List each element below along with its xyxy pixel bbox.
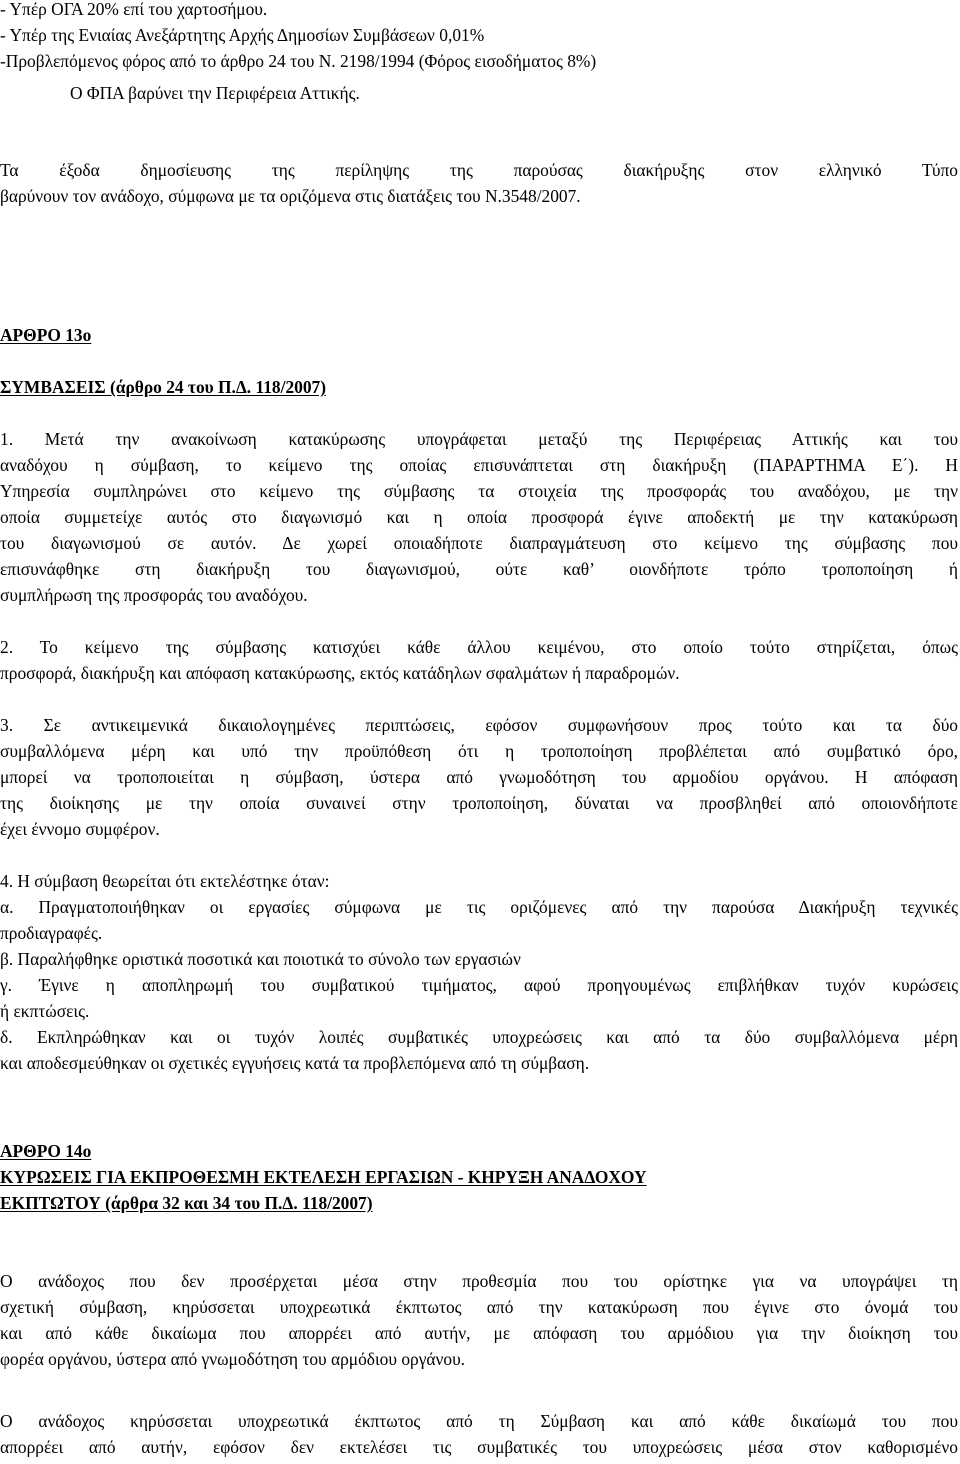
article-14-p1-line: σχετική σύμβαση, κηρύσσεται υποχρεωτικά έκπτωτος από την κατακύρωση που έγινε στο όνομά του <box>0 1297 958 1317</box>
article-14-p1-line: Ο ανάδοχος που δεν προσέρχεται μέσα στην προθεσμία που του ορίστηκε για να υπογράψει τη <box>0 1271 958 1291</box>
article-13-p3-line: συμβαλλόμενα μέρη και υπό την προϋπόθεση ότι η τροποποίηση προβλέπεται από συμβατικό όρο, <box>0 741 958 761</box>
article-13-p4-item: δ. Εκπληρώθηκαν και οι τυχόν λοιπές συμβατικές υποχρεώσεις και από τα δύο συμβαλλόμενα μέρη <box>0 1027 958 1047</box>
tax-line: -Προβλεπόμενος φόρος από το άρθρο 24 του Ν. 2198/1994 (Φόρος εισοδήματος 8%) <box>0 51 597 71</box>
article-14-title: ΑΡΘΡΟ 14ο <box>0 1141 92 1161</box>
article-13-p2-line: προσφορά, διακήρυξη και απόφαση κατακύρωσης, εκτός κατάδηλων σφαλμάτων ή παραδρομών. <box>0 663 680 683</box>
article-13-p1-line: συμπλήρωση της προσφοράς του αναδόχου. <box>0 585 308 605</box>
publication-line: Τα έξοδα δημοσίευσης της περίληψης της παρούσας διακήρυξης στον ελληνικό Τύπο <box>0 160 958 180</box>
article-13-p3-line: έχει έννομο συμφέρον. <box>0 819 160 839</box>
article-13-p4-item: προδιαγραφές. <box>0 923 103 943</box>
article-14-subtitle: ΕΚΠΤΩΤΟΥ (άρθρα 32 και 34 του Π.Δ. 118/2007) <box>0 1193 373 1213</box>
article-13-p1-line: του διαγωνισμού σε αυτόν. Δε χωρεί οποιαδήποτε διαπραγμάτευση στο κείμενο της σύμβασης που <box>0 533 958 553</box>
article-13-p1-line: 1. Μετά την ανακοίνωση κατακύρωσης υπογράφεται μεταξύ της Περιφέρειας Αττικής και του <box>0 429 958 449</box>
article-14-p1-line: φορέα οργάνου, ύστερα από γνωμοδότηση του αρμόδιου οργάνου. <box>0 1349 466 1369</box>
article-13-p3-line: της διοίκησης με την οποία συναινεί στην τροποποίηση, δύναται να προσβληθεί από οποιονδήποτε <box>0 793 958 813</box>
article-13-p2-line: 2. Το κείμενο της σύμβασης κατισχύει κάθε άλλου κειμένου, στο οποίο τούτο στηρίζεται, όπως <box>0 637 958 657</box>
article-14-p1-line: και από κάθε δικαίωμα που απορρέει από αυτήν, με απόφαση του αρμόδιου για την διοίκηση του <box>0 1323 958 1343</box>
article-13-p1-line: επισυνάφθηκε στη διακήρυξη του διαγωνισμού, ούτε καθ’ οιονδήποτε τρόπο τροποποίηση ή <box>0 559 958 579</box>
article-13-p3-line: 3. Σε αντικειμενικά δικαιολογημένες περιπτώσεις, εφόσον συμφωνήσουν προς τούτο και τα δύο <box>0 715 958 735</box>
article-13-p1-line: Υπηρεσία συμπληρώνει στο κείμενο της σύμβασης τα στοιχεία της προσφοράς του αναδόχου, με την <box>0 481 958 501</box>
article-14-p2-line: απορρέει από αυτήν, εφόσον δεν εκτελέσει τις συμβατικές του υποχρεώσεις μέσα στον καθορισμένο <box>0 1437 958 1457</box>
article-13-p4-item: και αποδεσμεύθηκαν οι σχετικές εγγυήσεις κατά τα προβλεπόμενα από τη σύμβαση. <box>0 1053 590 1073</box>
article-13-p4-item: α. Πραγματοποιήθηκαν οι εργασίες σύμφωνα με τις οριζόμενες από την παρούσα Διακήρυξη τεχνικές <box>0 897 958 917</box>
article-13-p4-item: γ. Έγινε η αποπληρωμή του συμβατικού τιμήματος, αφού προηγουμένως επιβλήθκαν τυχόν κυρώσεις <box>0 975 958 995</box>
tax-line: - Υπέρ της Ενιαίας Ανεξάρτητης Αρχής Δημοσίων Συμβάσεων 0,01% <box>0 25 485 45</box>
article-13-p3-line: μπορεί να τροποποιείται η σύμβαση, ύστερα από γνωμοδότηση του αρμοδίου οργάνου. Η απόφαση <box>0 767 958 787</box>
article-13-p1-line: αναδόχου η σύμβαση, το κείμενο της οποίας επισυνάπτεται στη διακήρυξη (ΠΑΡΑΡΤΗΜΑ Ε΄). Η <box>0 455 958 475</box>
tax-line: - Υπέρ ΟΓΑ 20% επί του χαρτοσήμου. <box>0 0 268 19</box>
article-13-title: ΑΡΘΡΟ 13ο <box>0 325 92 345</box>
article-13-p4-intro: 4. Η σύμβαση θεωρείται ότι εκτελέστηκε όταν: <box>0 871 330 891</box>
article-13-subtitle: ΣΥΜΒΑΣΕΙΣ (άρθρο 24 του Π.Δ. 118/2007) <box>0 377 327 397</box>
publication-line: βαρύνουν τον ανάδοχο, σύμφωνα με τα οριζόμενα στις διατάξεις του Ν.3548/2007. <box>0 186 581 206</box>
article-14-p2-line: Ο ανάδοχος κηρύσσεται υποχρεωτικά έκπτωτος από τη Σύμβαση και από κάθε δικαίωμά του που <box>0 1411 958 1431</box>
article-13-p1-line: οποία συμμετείχε αυτός στο διαγωνισμό και η οποία προσφορά έγινε αποδεκτή με την κατακύρωση <box>0 507 958 527</box>
article-13-p4-item: ή εκπτώσεις. <box>0 1001 90 1021</box>
article-14-subtitle: ΚΥΡΩΣΕΙΣ ΓΙΑ ΕΚΠΡΟΘΕΣΜΗ ΕΚΤΕΛΕΣΗ ΕΡΓΑΣΙΩΝ - ΚΗΡΥΞΗ ΑΝΑΔΟΧΟΥ <box>0 1167 647 1187</box>
article-13-p4-item: β. Παραλήφθηκε οριστικά ποσοτικά και ποιοτικά το σύνολο των εργασιών <box>0 949 521 969</box>
vat-line: Ο ΦΠΑ βαρύνει την Περιφέρεια Αττικής. <box>70 83 360 103</box>
